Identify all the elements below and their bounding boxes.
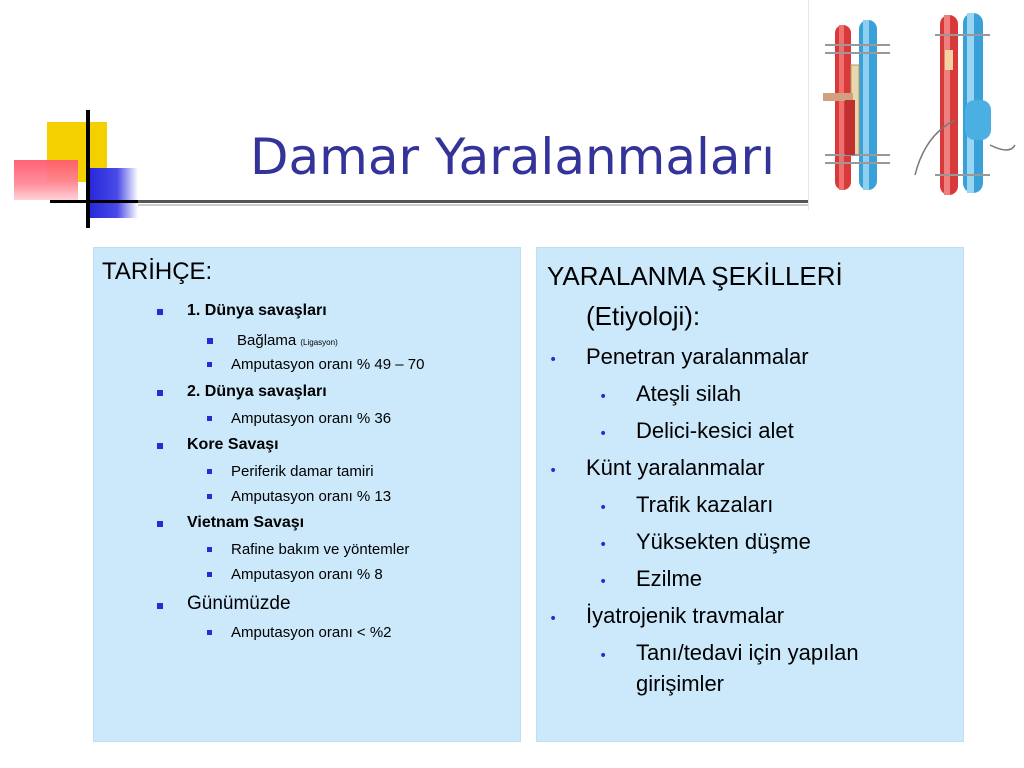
corner-squares-logo	[0, 100, 150, 230]
logo-red-square	[14, 160, 78, 200]
blood-vessel-repair-illustration	[815, 5, 1024, 200]
dot-bullet-icon: •	[599, 648, 608, 664]
injury-types-panel	[536, 247, 964, 742]
dot-bullet-icon: •	[549, 352, 558, 368]
injury-fall: Yüksekten düşme	[636, 529, 811, 554]
injury-penetrating: Penetran yaralanmalar	[586, 344, 809, 369]
history-item-wwi: 1. Dünya savaşları	[187, 302, 327, 319]
logo-blue-square	[86, 168, 138, 218]
square-bullet-icon	[207, 416, 212, 421]
square-bullet-icon	[157, 390, 163, 396]
title-underline-shadow	[138, 204, 808, 206]
history-heading: TARİHÇE:	[102, 258, 213, 285]
square-bullet-icon	[157, 309, 163, 315]
history-subitem-amputation-wwi: Amputasyon oranı % 49 – 70	[231, 356, 425, 373]
square-bullet-icon	[157, 443, 163, 449]
title-underline	[138, 200, 808, 203]
slide-title: Damar Yaralanmaları	[250, 128, 775, 186]
history-item-today: Günümüzde	[187, 593, 291, 614]
history-item-wwii: 2. Dünya savaşları	[187, 383, 327, 400]
ligation-label: Bağlama	[237, 332, 297, 349]
injury-stab: Delici-kesici alet	[636, 418, 794, 443]
square-bullet-icon	[207, 572, 212, 577]
square-bullet-icon	[157, 521, 163, 527]
square-bullet-icon	[157, 603, 163, 609]
dot-bullet-icon: •	[599, 389, 608, 405]
injury-crush: Ezilme	[636, 566, 703, 591]
injury-blunt: Künt yaralanmalar	[586, 455, 765, 480]
injury-types-heading-line2: (Etiyoloji):	[586, 301, 701, 331]
logo-horizontal-line	[50, 200, 150, 203]
square-bullet-icon	[207, 630, 212, 635]
square-bullet-icon	[207, 362, 212, 367]
injury-gunshot: Ateşli silah	[636, 381, 742, 406]
history-panel	[93, 247, 521, 742]
injury-types-heading-line1: YARALANMA ŞEKİLLERİ	[547, 261, 843, 291]
dot-bullet-icon: •	[549, 611, 558, 627]
injury-procedures-line2: girişimler	[636, 671, 724, 696]
history-subitem-peripheral-repair: Periferik damar tamiri	[231, 463, 374, 480]
dot-bullet-icon: •	[549, 463, 558, 479]
illustration-separator	[808, 0, 809, 210]
injury-traffic: Trafik kazaları	[636, 492, 774, 517]
injury-iatrogenic: İyatrojenik travmalar	[586, 603, 785, 628]
history-subitem-refined-care: Rafine bakım ve yöntemler	[231, 541, 410, 558]
dot-bullet-icon: •	[599, 426, 608, 442]
history-item-korea: Kore Savaşı	[187, 436, 279, 453]
history-item-vietnam: Vietnam Savaşı	[187, 514, 305, 531]
square-bullet-icon	[207, 338, 213, 344]
history-subitem-amputation-wwii: Amputasyon oranı % 36	[231, 410, 392, 427]
history-subitem-amputation-vietnam: Amputasyon oranı % 8	[231, 566, 383, 583]
square-bullet-icon	[207, 547, 212, 552]
ligation-note: (Ligasyon)	[300, 338, 338, 347]
dot-bullet-icon: •	[599, 574, 608, 590]
history-subitem-ligation	[237, 332, 338, 349]
logo-vertical-line	[86, 110, 90, 228]
square-bullet-icon	[207, 494, 212, 499]
history-subitem-amputation-korea: Amputasyon oranı % 13	[231, 488, 392, 505]
dot-bullet-icon: •	[599, 537, 608, 553]
dot-bullet-icon: •	[599, 500, 608, 516]
history-subitem-amputation-today: Amputasyon oranı < %2	[231, 624, 392, 641]
square-bullet-icon	[207, 469, 212, 474]
injury-procedures-line1: Tanı/tedavi için yapılan	[636, 640, 859, 665]
